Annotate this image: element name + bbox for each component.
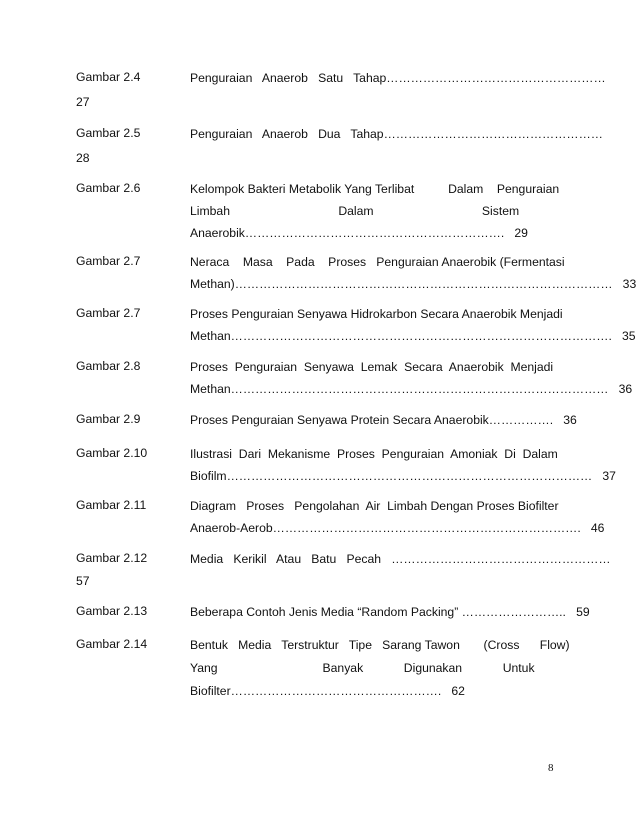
figure-title-line: Yang Banyak Digunakan Untuk <box>190 661 535 675</box>
figure-title-line: Methan………………………………………………………………………………… 36 <box>190 382 633 396</box>
figure-title-line: Bentuk Media Terstruktur Tipe Sarang Tawon (Cross Flow) <box>190 638 570 652</box>
figure-title-line: Biofilm……………………………………………………………………………… 37 <box>190 469 616 483</box>
figure-title-line: Anaerob-Aerob…………………………………………………………………. 46 <box>190 521 605 535</box>
figure-title-line: Kelompok Bakteri Metabolik Yang Terlibat Dalam Penguraian <box>190 182 560 196</box>
figure-title-line: Limbah Dalam Sistem <box>190 204 520 218</box>
figure-label: Gambar 2.13 <box>76 604 148 618</box>
figure-title-line: Neraca Masa Pada Proses Penguraian Anaerobik (Fermentasi <box>190 255 565 269</box>
figure-label: Gambar 2.5 <box>76 126 141 140</box>
figure-label: Gambar 2.7 <box>76 306 141 320</box>
page-number: 8 <box>548 762 554 774</box>
figure-label: Gambar 2.14 <box>76 637 148 651</box>
figure-label: Gambar 2.6 <box>76 181 141 195</box>
figure-title: Proses Penguraian Senyawa Protein Secara Anaerobik……………. 36 <box>190 413 577 427</box>
figure-page-number: 27 <box>76 95 90 109</box>
figure-title: Penguraian Anaerob Satu Tahap……………………………………………… <box>190 71 606 85</box>
figure-title-line: Diagram Proses Pengolahan Air Limbah Dengan Proses Biofilter <box>190 499 559 513</box>
figure-label: Gambar 2.4 <box>76 70 141 84</box>
figure-page-number: 57 <box>76 574 90 588</box>
figure-page-number: 28 <box>76 151 90 165</box>
figure-title-line: Ilustrasi Dari Mekanisme Proses Penguraian Amoniak Di Dalam <box>190 447 558 461</box>
figure-title: Penguraian Anaerob Dua Tahap……………………………………………… <box>190 127 603 141</box>
figure-title-line: Biofilter……………………………………………. 62 <box>190 684 465 698</box>
figure-label: Gambar 2.10 <box>76 446 148 460</box>
figure-title: Beberapa Contoh Jenis Media “Random Packing” …………………….. 59 <box>190 605 590 619</box>
figure-title-line: Methan)………………………………………………………………………………… 33 <box>190 277 637 291</box>
figure-title-line: Proses Penguraian Senyawa Hidrokarbon Secara Anaerobik Menjadi <box>190 307 563 321</box>
figure-label: Gambar 2.7 <box>76 254 141 268</box>
figure-title-line: Proses Penguraian Senyawa Lemak Secara Anaerobik Menjadi <box>190 360 554 374</box>
figure-label: Gambar 2.8 <box>76 359 141 373</box>
figure-label: Gambar 2.11 <box>76 498 147 512</box>
figure-title: Media Kerikil Atau Batu Pecah ……………………………………………… <box>190 552 611 566</box>
figure-title-line: Anaerobik………………………………………………………. 29 <box>190 226 528 240</box>
figure-title-line: Methan…………………………………………………………………………………. 35 <box>190 329 636 343</box>
figure-label: Gambar 2.9 <box>76 412 141 426</box>
figure-label: Gambar 2.12 <box>76 551 148 565</box>
